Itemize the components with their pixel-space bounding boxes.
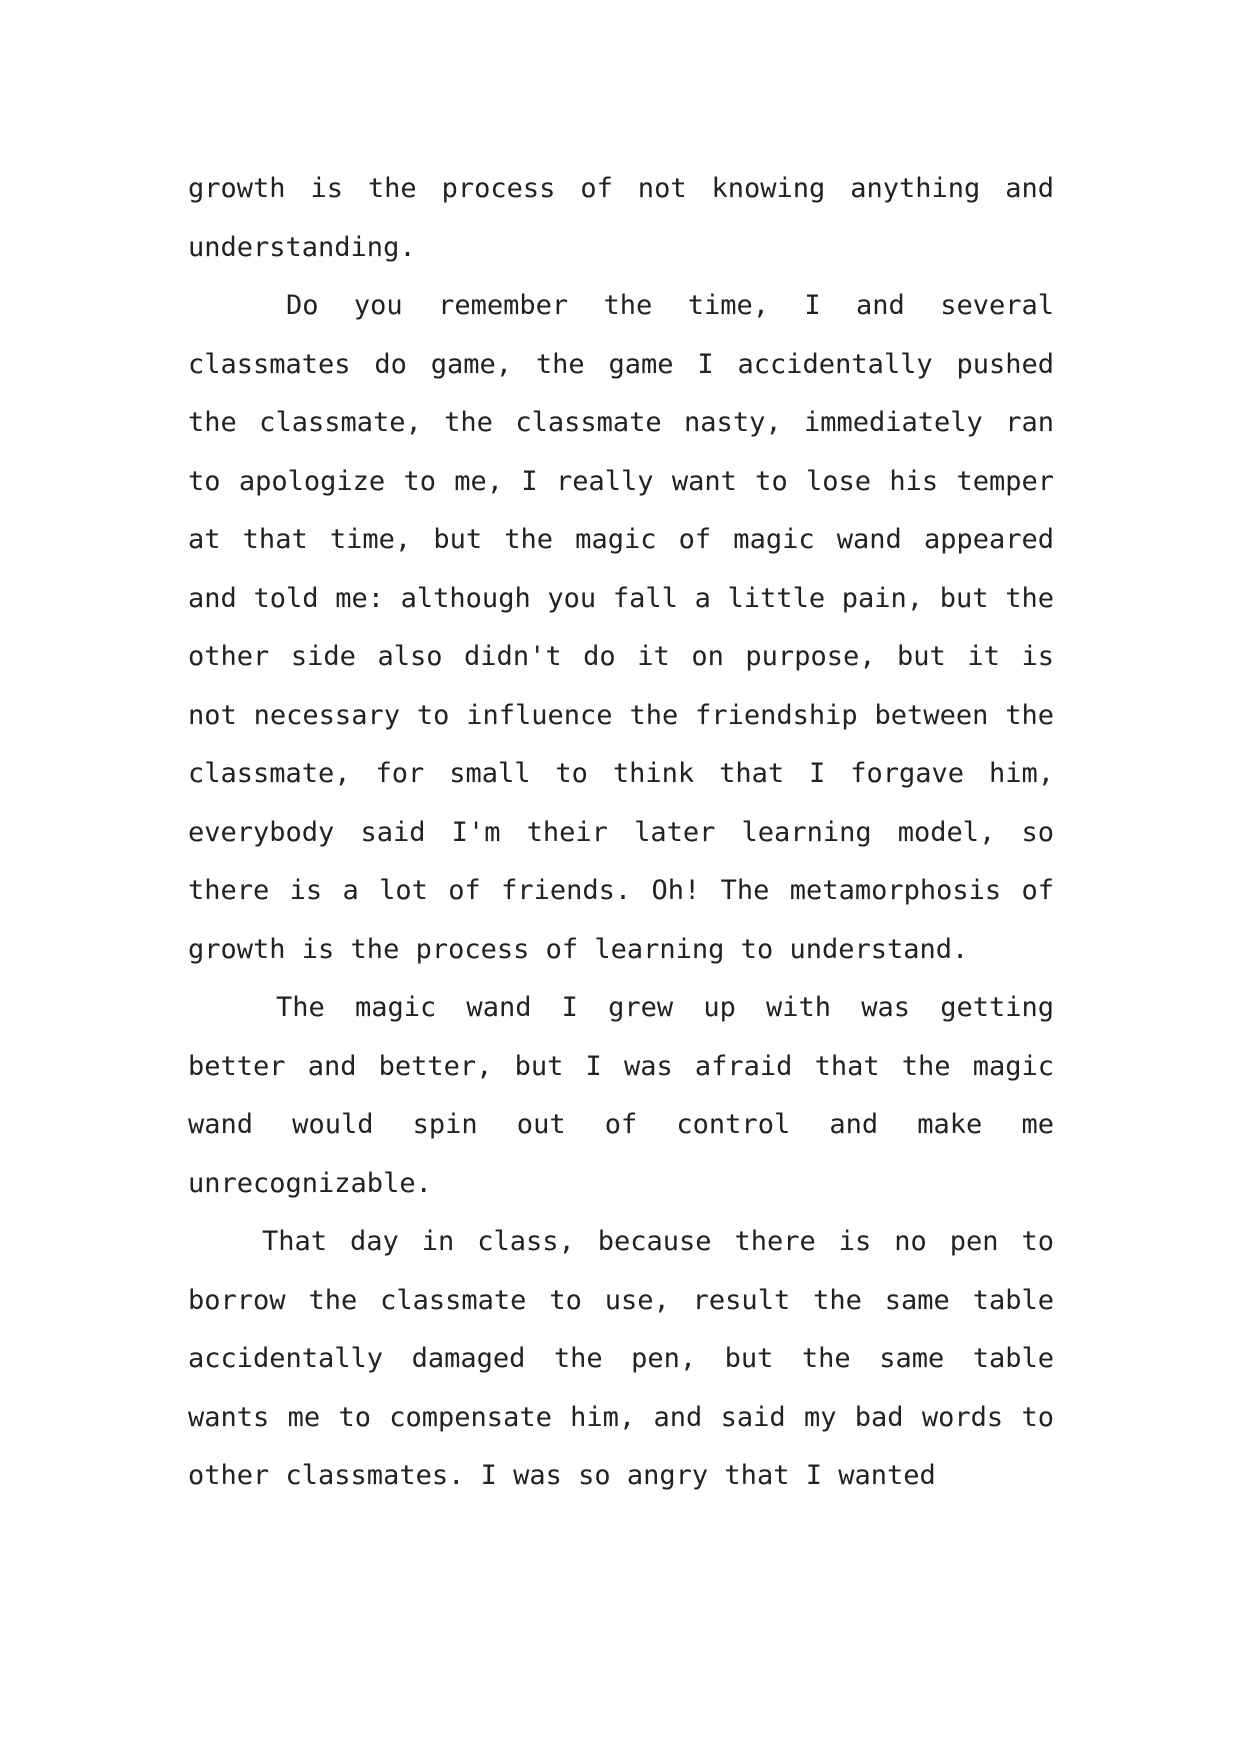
paragraph-pen-story: That day in class, because there is no pen to borrow the classmate to use, result the same table accidentally damaged the pen, but the same table wants me to compensate him, and said my bad words to other classmates. I was so angry that I wanted <box>188 1226 1054 1491</box>
paragraph-magic-wand: The magic wand I grew up with was getting better and better, but I was afraid that the magic wand would spin out of control and make me unrecognizable. <box>188 992 1054 1199</box>
paragraph-game-story: Do you remember the time, I and several classmates do game, the game I accidentally pushed the classmate, the classmate nasty, immediately ran to apologize to me, I really want to lose his temper at that time, but the magic of magic wand appeared and told me: although you fall a little pain, but the other side also didn't do it on purpose, but it is not necessary to influence the friendship between the classmate, for small to think that I forgave him, everybody said I'm their later learning model, so there is a lot of friends. Oh! The metamorphosis of growth is the process of learning to understand. <box>188 290 1054 965</box>
paragraph-growth-conclusion: growth is the process of not knowing anything and understanding. <box>188 173 1054 263</box>
body-text <box>188 160 1054 1506</box>
